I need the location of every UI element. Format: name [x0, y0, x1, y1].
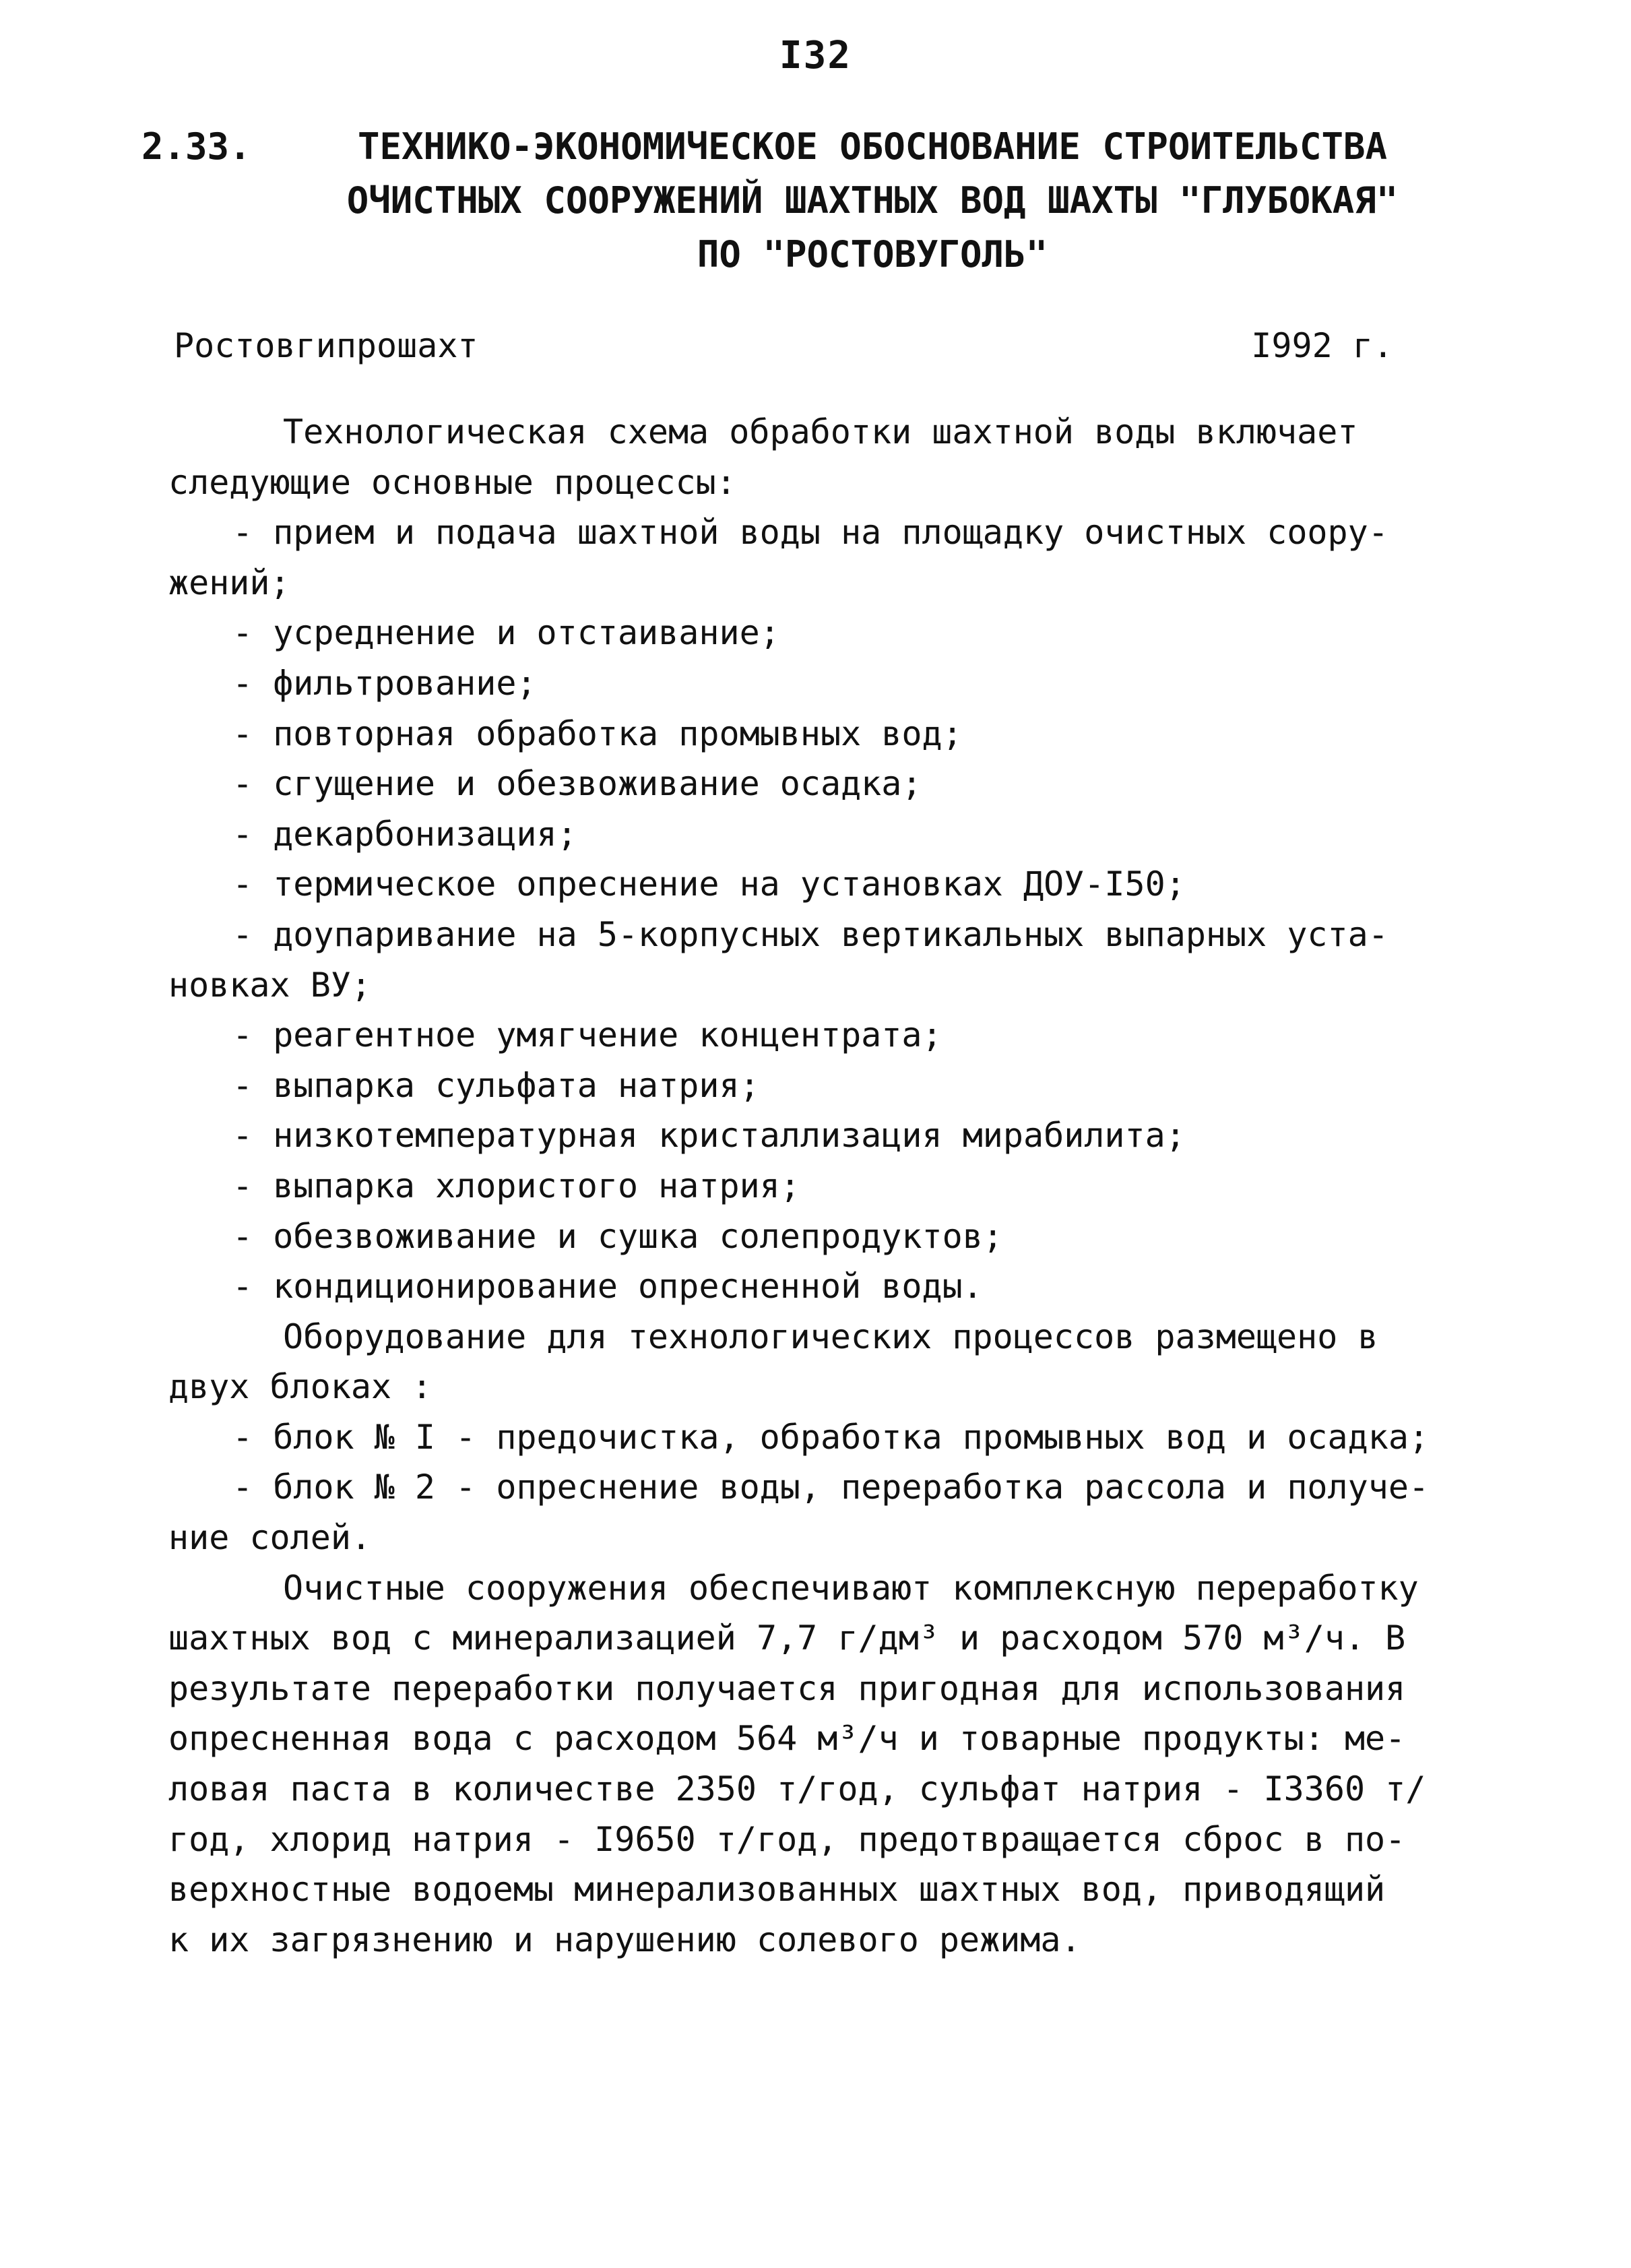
document-year: I992 г.: [1251, 326, 1393, 365]
section-number: 2.33.: [141, 125, 251, 168]
text-line: новках ВУ;: [168, 965, 372, 1005]
list-item: - сгущение и обезвоживание осадка;: [232, 764, 922, 804]
text-line: Технологическая схема обработки шахтной воды включает: [283, 412, 1358, 451]
section-title-line: ТЕХНИКО-ЭКОНОМИЧЕСКОЕ ОБОСНОВАНИЕ СТРОИТЕЛЬСТВА: [357, 125, 1387, 168]
text-line: опресненная вода с расходом 564 м³/ч и товарные продукты: ме-: [168, 1719, 1406, 1759]
text-line: результате переработки получается пригодная для использования: [168, 1668, 1406, 1708]
list-item: - усреднение и отстаивание;: [232, 613, 780, 653]
list-item: - фильтрование;: [232, 663, 537, 703]
text-line: Очистные сооружения обеспечивают комплексную переработку: [283, 1568, 1419, 1608]
list-item: - повторная обработка промывных вод;: [232, 714, 963, 753]
list-item: - термическое опреснение на установках ДОУ-I50;: [232, 864, 1186, 904]
text-line: ловая паста в количестве 2350 т/год, сульфат натрия - I3360 т/: [168, 1769, 1426, 1809]
list-item: - низкотемпературная кристаллизация мирабилита;: [232, 1116, 1186, 1156]
section-title-line: ПО "РОСТОВУГОЛЬ": [697, 233, 1048, 276]
section-title-line: ОЧИСТНЫХ СООРУЖЕНИЙ ШАХТНЫХ ВОД ШАХТЫ "ГЛУБОКАЯ": [346, 179, 1399, 222]
list-item: - кондиционирование опресненной воды.: [232, 1267, 983, 1306]
list-item: - выпарка сульфата натрия;: [232, 1065, 760, 1105]
list-item: - выпарка хлористого натрия;: [232, 1166, 800, 1205]
list-item: - блок № I - предочистка, обработка промывных вод и осадка;: [232, 1417, 1430, 1457]
text-line: шахтных вод с минерализацией 7,7 г/дм³ и расходом 570 м³/ч. В: [168, 1618, 1406, 1658]
page-number: I32: [779, 34, 852, 77]
text-line: верхностные водоемы минерализованных шахтных вод, приводящий: [168, 1870, 1386, 1910]
list-item: - обезвоживание и сушка солепродуктов;: [232, 1216, 1003, 1256]
text-line: год, хлорид натрия - I9650 т/год, предотвращается сброс в по-: [168, 1819, 1406, 1859]
list-item: - реагентное умягчение концентрата;: [232, 1015, 942, 1055]
list-item: - декарбонизация;: [232, 814, 577, 854]
text-line: жений;: [168, 563, 290, 602]
text-line: следующие основные процессы:: [168, 462, 736, 502]
text-line: ние солей.: [168, 1518, 372, 1558]
list-item: - доупаривание на 5-корпусных вертикальных выпарных уста-: [232, 914, 1388, 954]
list-item: - блок № 2 - опреснение воды, переработка рассола и получе-: [232, 1468, 1430, 1507]
organization-name: Ростовгипрошахт: [174, 326, 478, 365]
list-item: - прием и подача шахтной воды на площадку очистных соору-: [232, 513, 1388, 553]
text-line: Оборудование для технологических процессов размещено в: [283, 1317, 1378, 1356]
text-line: двух блоках :: [168, 1367, 433, 1407]
text-line: к их загрязнению и нарушению солевого режима.: [168, 1920, 1081, 1959]
section-title: [283, 120, 1462, 282]
body-text: [168, 407, 1502, 1965]
